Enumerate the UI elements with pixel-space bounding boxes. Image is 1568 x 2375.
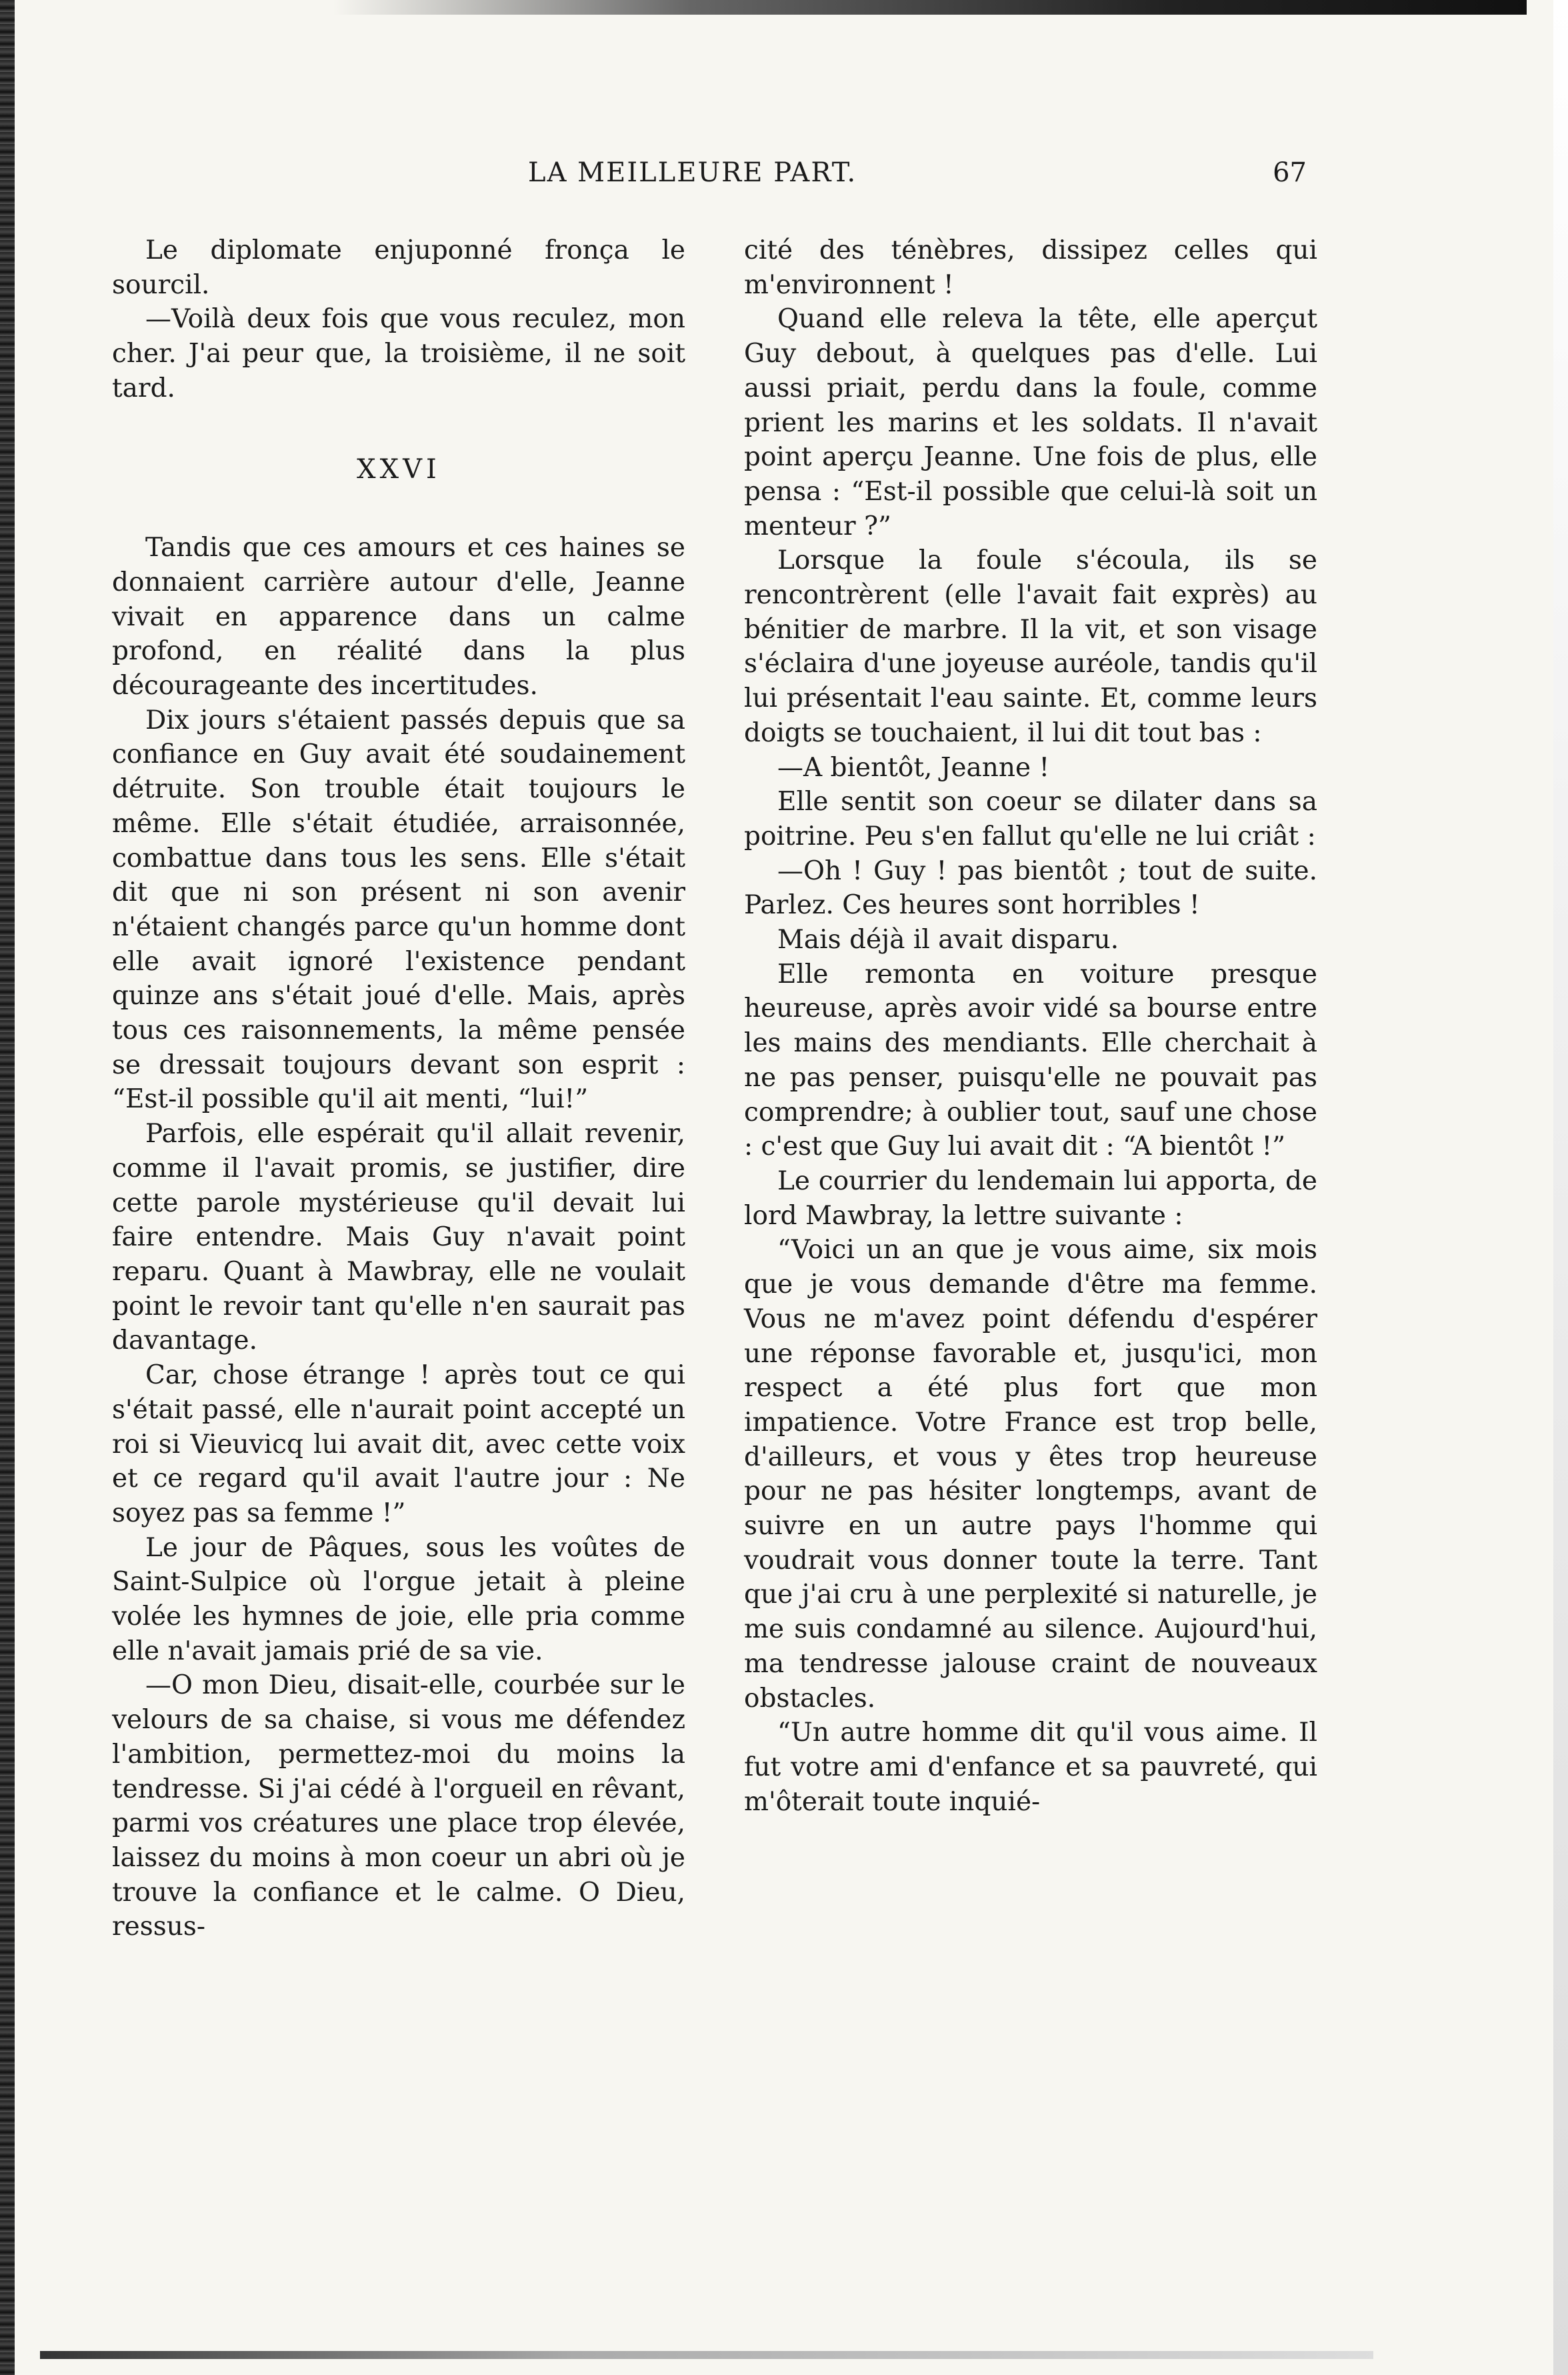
scan-edge-right <box>1553 0 1568 2375</box>
paragraph: —Oh ! Guy ! pas bientôt ; tout de suite. Parlez. Ces heures sont horribles ! <box>744 855 1317 921</box>
paragraph: Lorsque la foule s'écoula, ils se rencontrèrent (elle l'avait fait exprès) au bénitier de marbre. Il la vit, et son visage s'éclaira d'une joyeuse auréole, tandis qu'il lui présentait l'eau sainte. Et, comme leurs doigts se touchaient, il lui dit tout bas : <box>744 545 1317 748</box>
page-number: 67 <box>1273 157 1307 188</box>
page-header <box>107 157 1307 197</box>
paragraph: Elle sentit son coeur se dilater dans sa poitrine. Peu s'en fallut qu'elle ne lui criât : <box>744 787 1317 851</box>
paragraph: Tandis que ces amours et ces haines se donnaient carrière autour d'elle, Jeanne vivait en apparence dans un calme profond, en réalité dans la plus décourageante des incertitudes. <box>112 533 685 701</box>
paragraph: Le jour de Pâques, sous les voûtes de Saint-Sulpice où l'orgue jetait à pleine volée les hymnes de joie, elle pria comme elle n'avait jamais prié de sa vie. <box>112 1532 685 1666</box>
right-column <box>744 233 1317 2300</box>
paragraph: Le diplomate enjuponné fronça le sourcil. <box>112 235 685 300</box>
paragraph: Quand elle releva la tête, elle aperçut Guy debout, à quelques pas d'elle. Lui aussi priait, perdu dans la foule, comme prient les marins et les soldats. Il n'avait point aperçu Jeanne. Une fois de plus, elle pensa : “Est-il possible que celui-là soit un menteur ?” <box>744 304 1317 541</box>
scan-edge-top <box>333 0 1527 15</box>
paragraph: “Un autre homme dit qu'il vous aime. Il fut votre ami d'enfance et sa pauvreté, qui m'ôterait toute inquié- <box>744 1718 1317 1817</box>
running-title: LA MEILLEURE PART. <box>528 157 857 188</box>
paragraph: Le courrier du lendemain lui apporta, de lord Mawbray, la lettre suivante : <box>744 1165 1317 1231</box>
paragraph: Parfois, elle espérait qu'il allait revenir, comme il l'avait promis, se justifier, dire cette parole mystérieuse qu'il devait lui faire entendre. Mais Guy n'avait point reparu. Quant à Mawbray, elle ne voulait point le revoir tant qu'elle n'en saurait pas davantage. <box>112 1119 685 1356</box>
chapter-heading: XXVI <box>357 453 441 485</box>
paragraph: —O mon Dieu, disait-elle, courbée sur le velours de sa chaise, si vous me défendez l'ambition, permettez-moi du moins la tendresse. Si j'ai cédé à l'orgueil en rêvant, parmi vos créatures une place trop élevée, laissez du moins à mon coeur un abri où je trouve la confiance et le calme. O Dieu, ressus- <box>112 1670 685 1942</box>
paragraph: Mais déjà il avait disparu. <box>777 925 1119 955</box>
paragraph: “Voici un an que je vous aime, six mois que je vous demande d'être ma femme. Vous ne m'avez point défendu d'espérer une réponse favorable et, jusqu'ici, mon respect a été plus fort que mon impatience. Votre France est trop belle, d'ailleurs, et vous y êtes trop heureuse pour ne pas hésiter longtemps, avant de suivre en un autre pays l'homme qui voudrait vous donner toute la terre. Tant que j'ai cru à une perplexité si naturelle, je me suis condamné au silence. Aujourd'hui, ma tendresse jalouse craint de nouveaux obstacles. <box>744 1235 1317 1714</box>
scan-edge-bottom <box>40 2351 1373 2359</box>
paragraph: Elle remonta en voiture presque heureuse, après avoir vidé sa bourse entre les mains des mendiants. Elle cherchait à ne pas penser, puisqu'elle ne pouvait pas comprendre; à oublier tout, sauf une chose : c'est que Guy lui avait dit : “A bientôt !” <box>744 959 1317 1162</box>
paragraph: Car, chose étrange ! après tout ce qui s'était passé, elle n'aurait point accepté un roi si Vieuvicq lui avait dit, avec cette voix et ce regard qu'il avait l'autre jour : Ne soyez pas sa femme !” <box>112 1360 685 1528</box>
paragraph: cité des ténèbres, dissipez celles qui m'environnent ! <box>744 235 1317 300</box>
left-column <box>112 233 685 2300</box>
scan-edge-left <box>0 0 15 2375</box>
paragraph: —A bientôt, Jeanne ! <box>777 752 1050 783</box>
paragraph: —Voilà deux fois que vous reculez, mon cher. J'ai peur que, la troisième, il ne soit tard. <box>112 304 685 403</box>
paragraph: Dix jours s'étaient passés depuis que sa confiance en Guy avait été soudainement détruite. Son trouble était toujours le même. Elle s'était étudiée, arraisonnée, combattue dans tous les sens. Elle s'était dit que ni son présent ni son avenir n'étaient changés parce qu'un homme dont elle avait ignoré l'existence pendant quinze ans s'était joué d'elle. Mais, après tous ces raisonnements, la même pensée se dressait toujours devant son esprit : “Est-il possible qu'il ait menti, “lui!” <box>112 705 685 1115</box>
